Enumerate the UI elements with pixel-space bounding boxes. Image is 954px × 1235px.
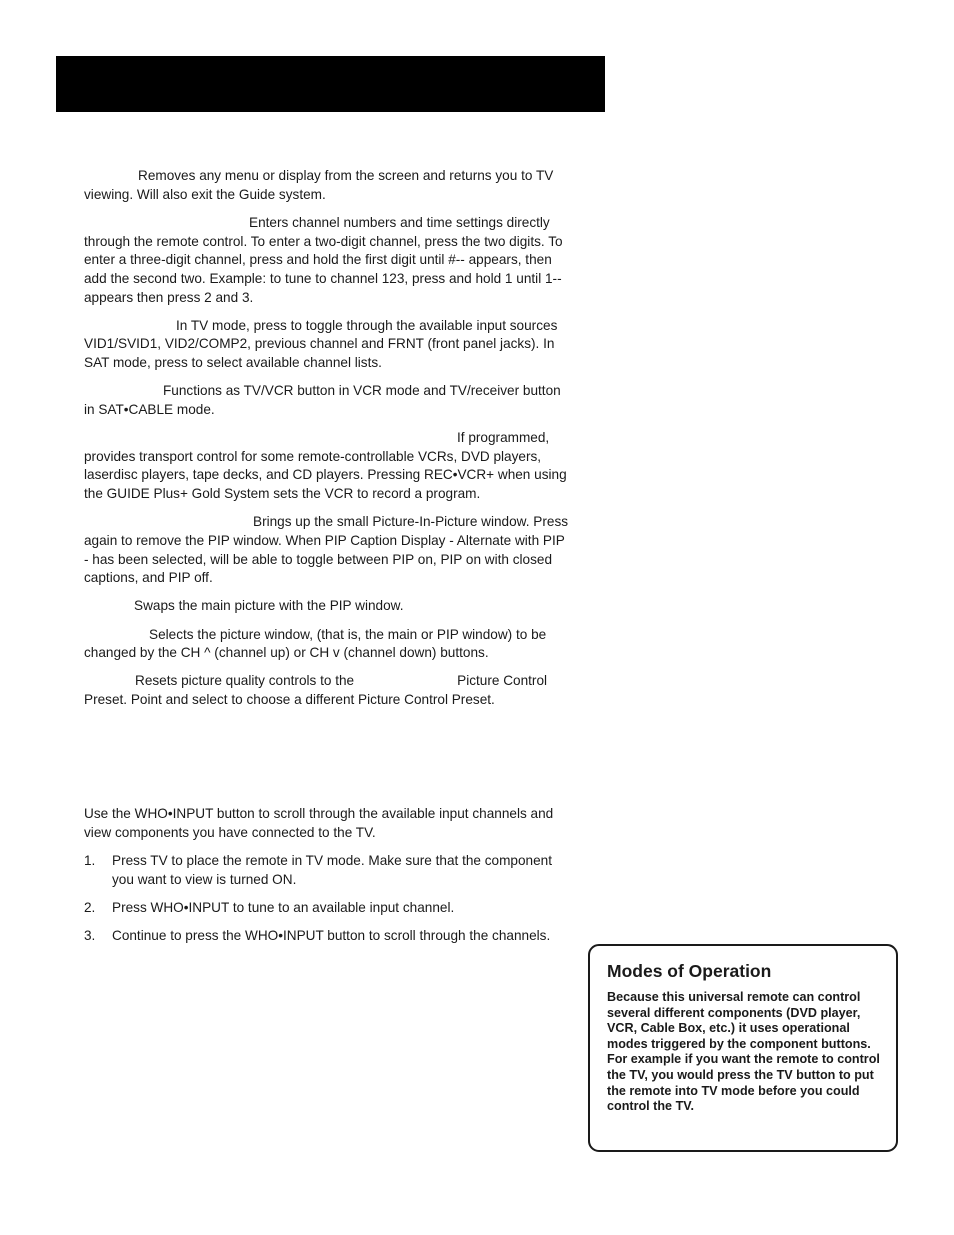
description-input: In TV mode, press to toggle through the available input sources VID1/SVID1, VID2/COMP2, previous channel and FRNT (front panel jacks). In SAT mode, press to select available channel lists. xyxy=(84,317,558,371)
description-tv-vcr: Functions as TV/VCR button in VCR mode and TV/receiver button in SAT•CABLE mode. xyxy=(84,383,561,417)
description-ch-control: Selects the picture window, (that is, the main or PIP window) to be changed by the CH ^ (channel up) or CH v (channel down) buttons. xyxy=(84,626,547,661)
step-item: 3. Continue to press the WHO•INPUT button to scroll through the channels. xyxy=(84,927,551,943)
sidebar-title: Modes of Operation xyxy=(607,961,772,981)
input-section xyxy=(84,805,571,955)
modes-of-operation-box xyxy=(588,944,898,1152)
input-intro: Use the WHO•INPUT button to scroll through the available input channels and view components you have connected to the TV. xyxy=(84,806,554,840)
description-reset: Resets picture quality controls to the Picture Control Preset. Point and select to choose a different Picture Control Preset. xyxy=(84,673,548,707)
header-bar xyxy=(56,56,605,112)
description-swap: Swaps the main picture with the PIP window. xyxy=(134,598,404,614)
step-item: 1. Press TV to place the remote in TV mode. Make sure that the component you want to view is turned ON. xyxy=(84,852,553,887)
description-transport: If programmed, provides transport control for some remote-controllable VCRs, DVD players, laserdisc players, tape decks, and CD players. Pressing REC•VCR+ when using the GUIDE Plus+ Gold System sets the VCR to record a program. xyxy=(84,430,567,502)
description-number-buttons: Enters channel numbers and time settings directly through the remote control. To enter a two-digit channel, press the two digits. To enter a three-digit channel, press and hold the first digit until #-- appears, then add the second two. Example: to tune to channel 123, press and hold 1 until 1-- appears then press 2 and 3. xyxy=(84,214,563,305)
description-pip: Brings up the small Picture-In-Picture window. Press again to remove the PIP window. When PIP Caption Display - Alternate with PIP - has been selected, will be able to toggle between PIP on, PIP on with closed captions, and PIP off. xyxy=(84,514,569,586)
description-clear: Removes any menu or display from the screen and returns you to TV viewing. Will also exit the Guide system. xyxy=(84,168,554,202)
button-descriptions xyxy=(84,167,571,719)
step-item: 2. Press WHO•INPUT to tune to an available input channel. xyxy=(84,899,455,915)
sidebar-body: Because this universal remote can control several different components (DVD player, VCR, Cable Box, etc.) it uses operational modes triggered by the component buttons. For example if you want the remote to control the TV, you would press the TV button to put the remote into TV mode before you could control the TV. xyxy=(607,990,880,1114)
input-steps xyxy=(84,852,571,946)
